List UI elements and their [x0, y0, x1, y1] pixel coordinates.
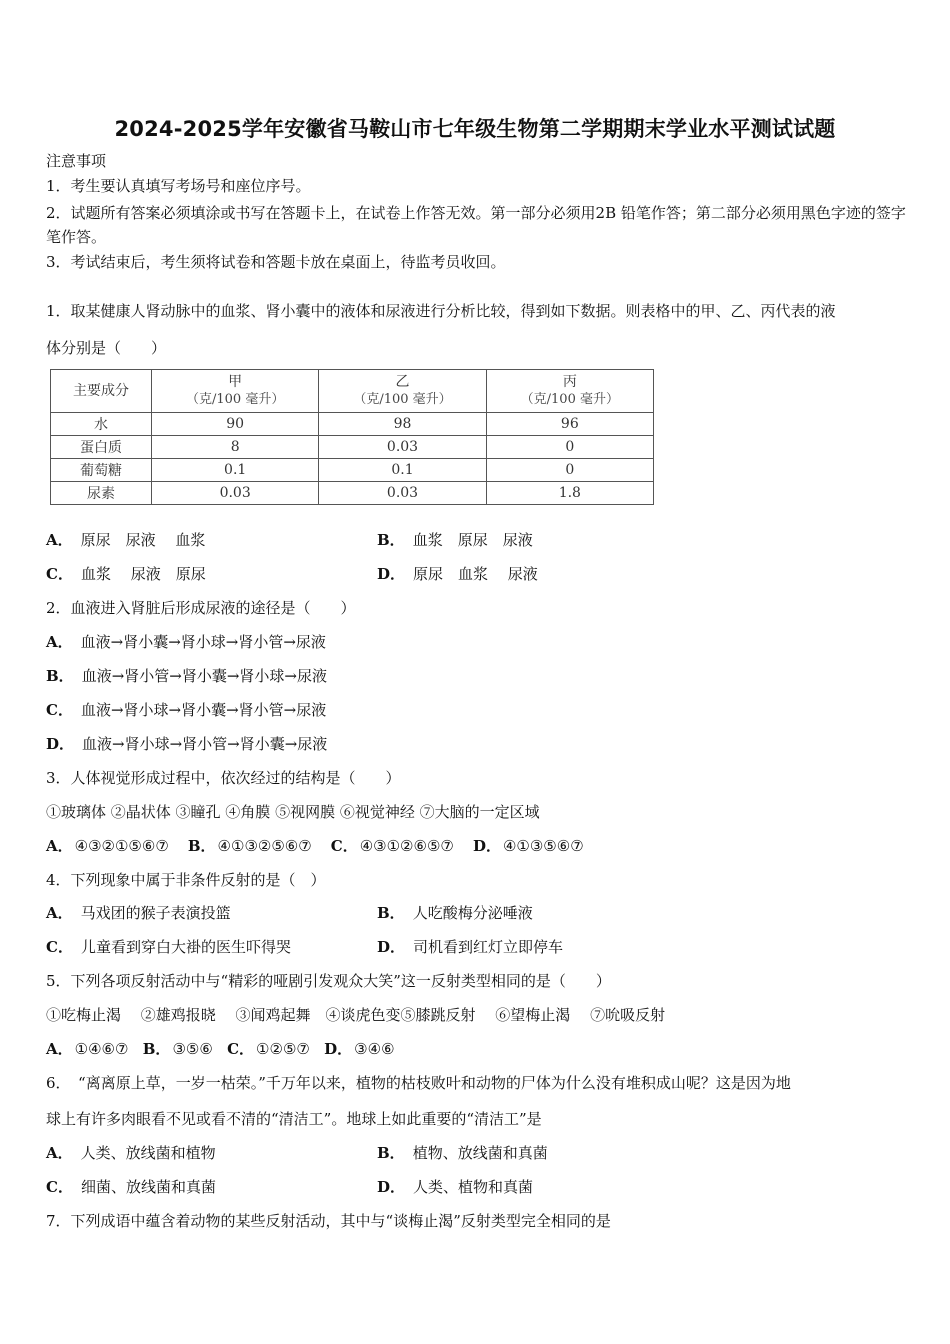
- option-letter: A．: [46, 531, 73, 549]
- table-header-unit: （克/100 毫升）: [353, 392, 452, 407]
- option-letter: B．: [377, 904, 405, 922]
- q4-stem: 4．下列现象中属于非条件反射的是（ ）: [46, 871, 326, 889]
- option-letter: B．: [142, 1040, 171, 1058]
- table-cell: 90: [152, 413, 319, 436]
- table-row: [51, 482, 654, 505]
- notice-item-3: 3．考试结束后，考生须将试卷和答题卡放在桌面上，待监考员收回。: [46, 253, 506, 271]
- table-cell: 水: [51, 413, 152, 436]
- q6-stem-line1: 6． “离离原上草，一岁一枯荣。”千万年以来，植物的枯枝败叶和动物的尸体为什么没有堆积成山呢？这是因为地: [46, 1074, 791, 1092]
- option-text: 细菌、放线菌和真菌: [80, 1178, 216, 1196]
- option-letter: A．: [46, 1040, 73, 1058]
- table-cell: 0.03: [319, 482, 486, 505]
- q1-option-d[interactable]: [377, 564, 538, 584]
- table-cell: 0: [486, 459, 653, 482]
- option-text: 血浆 原尿 尿液: [412, 531, 533, 549]
- q1-stem-line1: 1．取某健康人肾动脉中的血浆、肾小囊中的液体和尿液进行分析比较，得到如下数据。则表格中的甲、乙、丙代表的液: [46, 302, 836, 320]
- option-letter: C．: [46, 1178, 73, 1196]
- table-header-cell: [152, 370, 319, 413]
- option-text: ③④⑥: [354, 1040, 395, 1058]
- q6-option-d[interactable]: [377, 1177, 533, 1197]
- option-text: 血液→肾小囊→肾小球→肾小管→尿液: [80, 633, 326, 651]
- q5-options: [46, 1039, 395, 1059]
- q3-option-a[interactable]: [46, 837, 169, 855]
- option-text: ④①③②⑤⑥⑦: [217, 837, 312, 855]
- table-header-label: 乙: [395, 374, 410, 390]
- table-header-unit: （克/100 毫升）: [186, 392, 285, 407]
- option-letter: C．: [46, 701, 73, 719]
- table-header-cell: [486, 370, 653, 413]
- option-text: ①②⑤⑦: [256, 1040, 310, 1058]
- q3-option-c[interactable]: [331, 837, 454, 855]
- q5-stem: 5．下列各项反射活动中与“精彩的哑剧引发观众大笑”这一反射类型相同的是（ ）: [46, 972, 611, 990]
- table-cell: 96: [486, 413, 653, 436]
- option-text: ④①③⑤⑥⑦: [502, 837, 584, 855]
- q3-option-b[interactable]: [188, 837, 312, 855]
- q6-stem-line2: 球上有许多肉眼看不见或看不清的“清洁工”。地球上如此重要的“清洁工”是: [46, 1110, 542, 1128]
- q2-option-a[interactable]: [46, 632, 326, 652]
- q2-option-b[interactable]: [46, 666, 327, 686]
- option-text: 血浆 尿液 原尿: [80, 565, 206, 583]
- table-header-cell: 主要成分: [51, 370, 152, 413]
- table-cell: 蛋白质: [51, 436, 152, 459]
- q4-option-a[interactable]: [46, 903, 231, 923]
- option-text: ③⑤⑥: [172, 1040, 213, 1058]
- option-text: 人类、植物和真菌: [413, 1178, 534, 1196]
- option-text: 原尿 血浆 尿液: [413, 565, 538, 583]
- option-letter: D．: [472, 837, 501, 855]
- option-letter: A．: [46, 904, 73, 922]
- q1-option-a[interactable]: [46, 530, 205, 550]
- q5-option-a[interactable]: [46, 1040, 128, 1058]
- table-header-label: 丙: [562, 374, 577, 390]
- q5-items: ①吃梅止渴 ②雄鸡报晓 ③闻鸡起舞 ④谈虎色变⑤膝跳反射 ⑥望梅止渴 ⑦吮吸反射: [46, 1006, 666, 1024]
- table-cell: 0.03: [319, 436, 486, 459]
- option-text: ④③①②⑥⑤⑦: [359, 837, 454, 855]
- q3-option-d[interactable]: [473, 837, 584, 855]
- notice-item-2: 2．试题所有答案必须填涂或书写在答题卡上，在试卷上作答无效。第一部分必须用2B 铅笔作答；第二部分必须用黑色字迹的签字笔作答。: [46, 204, 906, 246]
- table-cell: 0.03: [152, 482, 319, 505]
- table-row: [51, 459, 654, 482]
- table-cell: 8: [152, 436, 319, 459]
- option-letter: B．: [46, 667, 74, 685]
- option-letter: D．: [46, 735, 75, 753]
- option-letter: D．: [377, 1178, 406, 1196]
- table-cell: 0.1: [152, 459, 319, 482]
- option-text: 司机看到红灯立即停车: [413, 938, 564, 956]
- q1-stem-line2: 体分别是（ ）: [46, 339, 167, 357]
- option-letter: B．: [377, 1144, 405, 1162]
- q5-option-b[interactable]: [143, 1040, 213, 1058]
- table-row: [51, 436, 654, 459]
- q5-option-c[interactable]: [227, 1040, 310, 1058]
- option-letter: B．: [187, 837, 216, 855]
- option-text: ④③②①⑤⑥⑦: [74, 837, 169, 855]
- q2-stem: 2．血液进入肾脏后形成尿液的途径是（ ）: [46, 599, 356, 617]
- q4-option-b[interactable]: [377, 903, 533, 923]
- table-cell: 0.1: [319, 459, 486, 482]
- q5-option-d[interactable]: [324, 1040, 394, 1058]
- option-letter: C．: [330, 837, 358, 855]
- option-letter: C．: [227, 1040, 255, 1058]
- q6-option-c[interactable]: [46, 1177, 216, 1197]
- option-letter: D．: [324, 1040, 353, 1058]
- table-cell: 1.8: [486, 482, 653, 505]
- table-cell: 98: [319, 413, 486, 436]
- q6-option-a[interactable]: [46, 1143, 216, 1163]
- option-text: 人吃酸梅分泌唾液: [412, 904, 533, 922]
- table-row: [51, 413, 654, 436]
- q3-items: ①玻璃体 ②晶状体 ③瞳孔 ④角膜 ⑤视网膜 ⑥视觉神经 ⑦大脑的一定区域: [46, 803, 540, 821]
- option-text: 人类、放线菌和植物: [80, 1144, 216, 1162]
- option-text: 血液→肾小球→肾小囊→肾小管→尿液: [80, 701, 327, 719]
- q2-option-c[interactable]: [46, 700, 326, 720]
- option-letter: D．: [377, 938, 406, 956]
- option-text: 儿童看到穿白大褂的医生吓得哭: [80, 938, 291, 956]
- q1-data-table: [50, 369, 654, 505]
- option-text: 血液→肾小管→肾小囊→肾小球→尿液: [81, 667, 327, 685]
- q2-option-d[interactable]: [46, 734, 327, 754]
- q4-option-d[interactable]: [377, 937, 563, 957]
- notice-heading: 注意事项: [46, 152, 107, 170]
- option-letter: C．: [46, 565, 73, 583]
- option-text: 植物、放线菌和真菌: [412, 1144, 548, 1162]
- option-letter: A．: [46, 633, 73, 651]
- table-header-cell: [319, 370, 486, 413]
- page-title: 2024-2025学年安徽省马鞍山市七年级生物第二学期期末学业水平测试试题: [114, 117, 836, 141]
- q1-option-c[interactable]: [46, 564, 206, 584]
- option-letter: C．: [46, 938, 73, 956]
- option-letter: D．: [377, 565, 406, 583]
- q3-options: [46, 836, 584, 856]
- q3-stem: 3．人体视觉形成过程中，依次经过的结构是（ ）: [46, 769, 401, 787]
- option-text: 原尿 尿液 血浆: [80, 531, 206, 549]
- table-cell: 尿素: [51, 482, 152, 505]
- option-letter: A．: [46, 1144, 73, 1162]
- table-header-unit: （克/100 毫升）: [520, 392, 619, 407]
- table-cell: 葡萄糖: [51, 459, 152, 482]
- option-letter: B．: [377, 531, 405, 549]
- option-text: 马戏团的猴子表演投篮: [80, 904, 231, 922]
- notice-item-1: 1．考生要认真填写考场号和座位序号。: [46, 177, 311, 195]
- table-cell: 0: [486, 436, 653, 459]
- option-letter: A．: [46, 837, 73, 855]
- q1-option-b[interactable]: [377, 530, 533, 550]
- table-header-label: 甲: [228, 374, 243, 390]
- q6-option-b[interactable]: [377, 1143, 548, 1163]
- q4-option-c[interactable]: [46, 937, 291, 957]
- q7-stem: 7．下列成语中蕴含着动物的某些反射活动，其中与“谈梅止渴”反射类型完全相同的是: [46, 1212, 611, 1230]
- option-text: 血液→肾小球→肾小管→肾小囊→尿液: [82, 735, 328, 753]
- option-text: ①④⑥⑦: [74, 1040, 129, 1058]
- table-header-row: [51, 370, 654, 413]
